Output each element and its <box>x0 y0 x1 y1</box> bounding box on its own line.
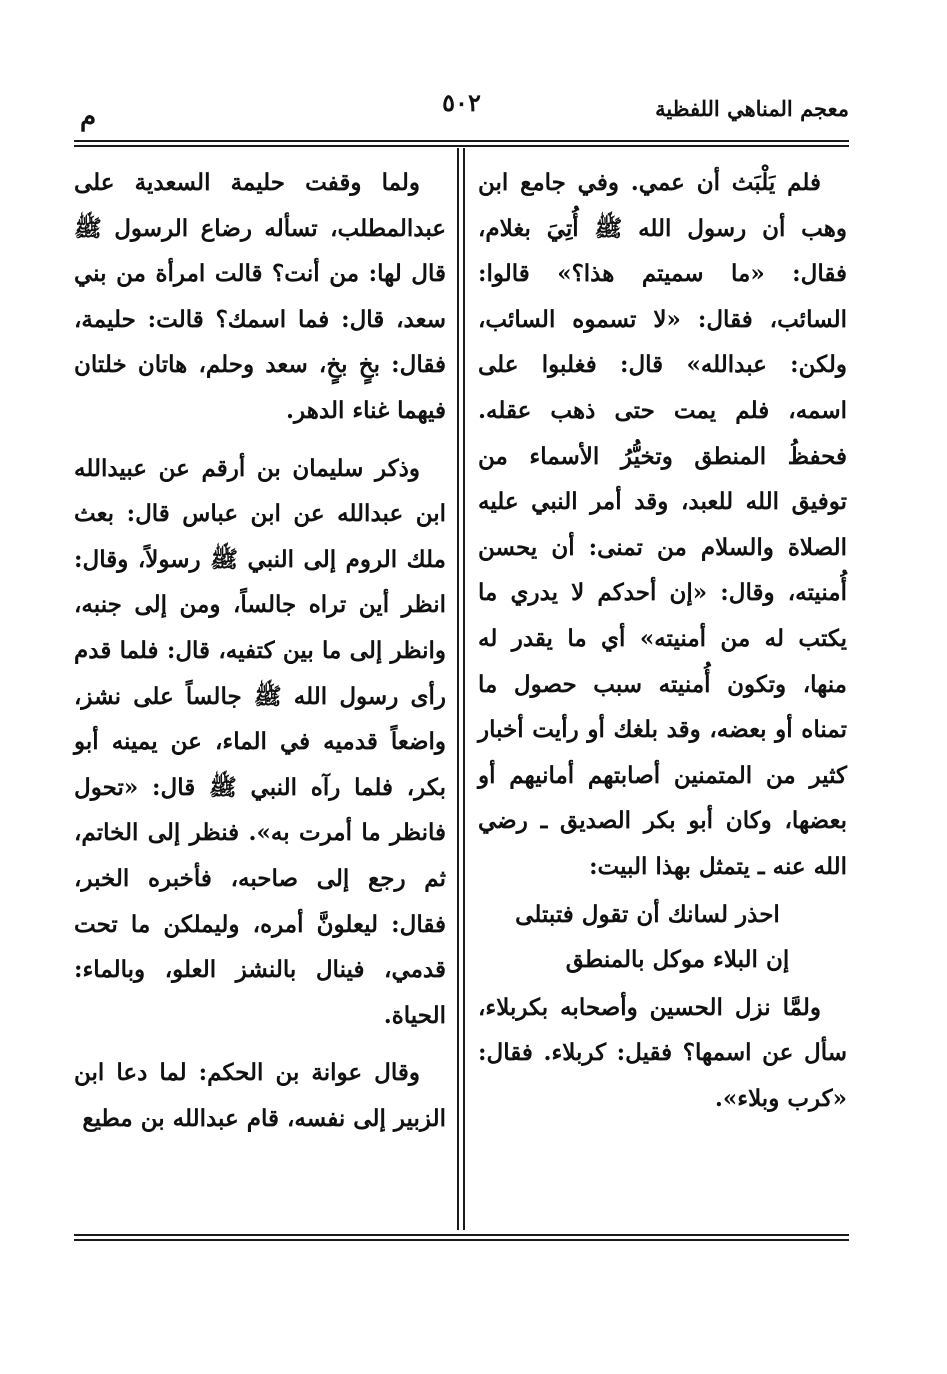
poem-verse <box>478 892 847 983</box>
left-column <box>74 160 446 1141</box>
header-rule-upper <box>74 140 849 142</box>
header-rule-lower <box>74 145 849 147</box>
footer-rule-upper <box>74 1234 849 1236</box>
verse-second-hemistich: إن البلاء موكل بالمنطق <box>565 946 790 974</box>
column-divider-left-line <box>457 148 459 1230</box>
right-paragraph-1: فلم يَلْبَث أن عمي. وفي جامع ابن وهب أن رسول الله ﷺ أُتِيَ بغلام، فقال: «ما سميتم هذا؟» قالوا: السائب، فقال: «لا تسموه السائب، ولكن: عبدالله» قال: فغلبوا على اسمه، فلم يمت حتى ذهب عقله. فحفظُ المنطق وتخيُّرُ الأسماء من توفيق الله للعبد، وقد أمر النبي عليه الصلاة والسلام من تمنى: أن يحسن أُمنيته، وقال: «إن أحدكم لا يدري ما يكتب له من أمنيته» أي ما يقدر له منها، وتكون أُمنيته سبب حصول ما تمناه أو بعضه، وقد بلغك أو رأيت أخبار كثير من المتمنين أصابتهم أمانيهم أو بعضها، وكان أبو بكر الصديق ـ رضي الله عنه ـ يتمثل بهذا البيت: <box>478 169 847 880</box>
footer-rule-lower <box>74 1239 849 1241</box>
book-title: معجم المناهي اللفظية <box>655 96 849 121</box>
column-divider-right-line <box>463 148 465 1230</box>
left-paragraph-3: وقال عوانة بن الحكم: لما دعا ابن الزبير إلى نفسه، قام عبدالله بن مطيع <box>74 1059 446 1132</box>
left-paragraph-1: ولما وقفت حليمة السعدية على عبدالمطلب، تسأله رضاع الرسول ﷺ قال لها: من أنت؟ قالت امرأة من بني سعد، قال: فما اسمك؟ قالت: حليمة، فقال: بخٍ بخٍ، سعد وحلم، هاتان خلتان فيهما غناء الدهر. <box>74 169 446 424</box>
page-number: ٥٠٢ <box>442 88 481 117</box>
page-header <box>74 88 849 132</box>
left-paragraph-2: وذكر سليمان بن أرقم عن عبيدالله ابن عبدالله عن ابن عباس قال: بعث ملك الروم إلى النبي ﷺ رسولاً، وقال: انظر أين تراه جالساً، ومن إلى جنبه، وانظر إلى ما بين كتفيه، قال: فلما قدم رأى رسول الله ﷺ جالساً على نشز، واضعاً قدميه في الماء، عن يمينه أبو بكر، فلما رآه النبي ﷺ قال: «تحول فانظر ما أمرت به». فنظر إلى الخاتم، ثم رجع إلى صاحبه، فأخبره الخبر، فقال: ليعلونَّ أمره، وليملكن ما تحت قدمي، فينال بالنشز العلو، وبالماء: الحياة. <box>74 454 446 1029</box>
right-paragraph-2: ولمَّا نزل الحسين وأصحابه بكربلاء، سأل عن اسمها؟ فقيل: كربلاء. فقال: «كرب وبلاء». <box>478 993 847 1112</box>
right-column <box>478 160 847 1121</box>
verse-first-hemistich: احذر لسانك أن تقول فتبتلى <box>515 900 780 928</box>
corner-mark: م <box>80 102 97 132</box>
